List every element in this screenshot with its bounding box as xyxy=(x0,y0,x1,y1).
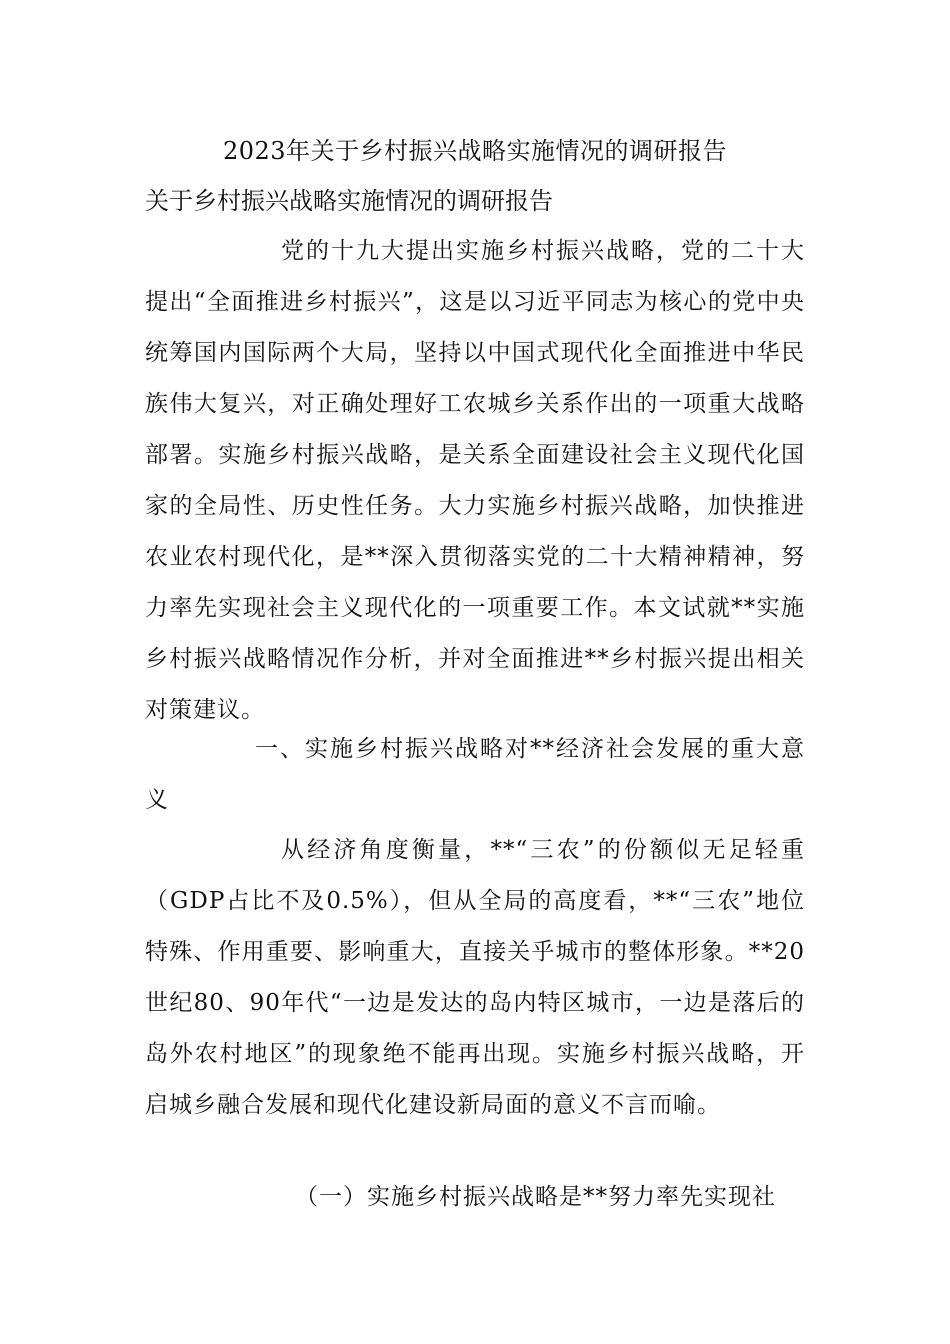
paragraph-economic: 从经济角度衡量，**“三农”的份额似无足轻重（GDP占比不及0.5%），但从全局的高度看，**“三农”地位特殊、作用重要、影响重大，直接关乎城市的整体形象。**20世纪80、90年代“一边是发达的岛内特区城市，一边是落后的岛外农村地区”的现象绝不能再出现。实施乡村振兴战略，开启城乡融合发展和现代化建设新局面的意义不言而喻。 xyxy=(145,837,805,1118)
subsection-heading-1: （一）实施乡村振兴战略是**努力率先实现社 xyxy=(295,1184,776,1210)
document-title: 2023年关于乡村振兴战略实施情况的调研报告 xyxy=(222,137,728,165)
paragraph-intro: 党的十九大提出实施乡村振兴战略，党的二十大提出“全面推进乡村振兴”，这是以习近平同志为核心的党中央统筹国内国际两个大局，坚持以中国式现代化全面推进中华民族伟大复兴，对正确处理好工农城乡关系作出的一项重大战略部署。实施乡村振兴战略，是关系全面建设社会主义现代化国家的全局性、历史性任务。大力实施乡村振兴战略，加快推进农业农村现代化，是**深入贯彻落实党的二十大精神精神，努力率先实现社会主义现代化的一项重要工作。本文试就**实施乡村振兴战略情况作分析，并对全面推进**乡村振兴提出相关对策建议。 xyxy=(145,238,805,723)
section-heading-1: 一、实施乡村振兴战略对**经济社会发展的重大意义 xyxy=(145,736,805,813)
document-subtitle: 关于乡村振兴战略实施情况的调研报告 xyxy=(145,187,553,215)
